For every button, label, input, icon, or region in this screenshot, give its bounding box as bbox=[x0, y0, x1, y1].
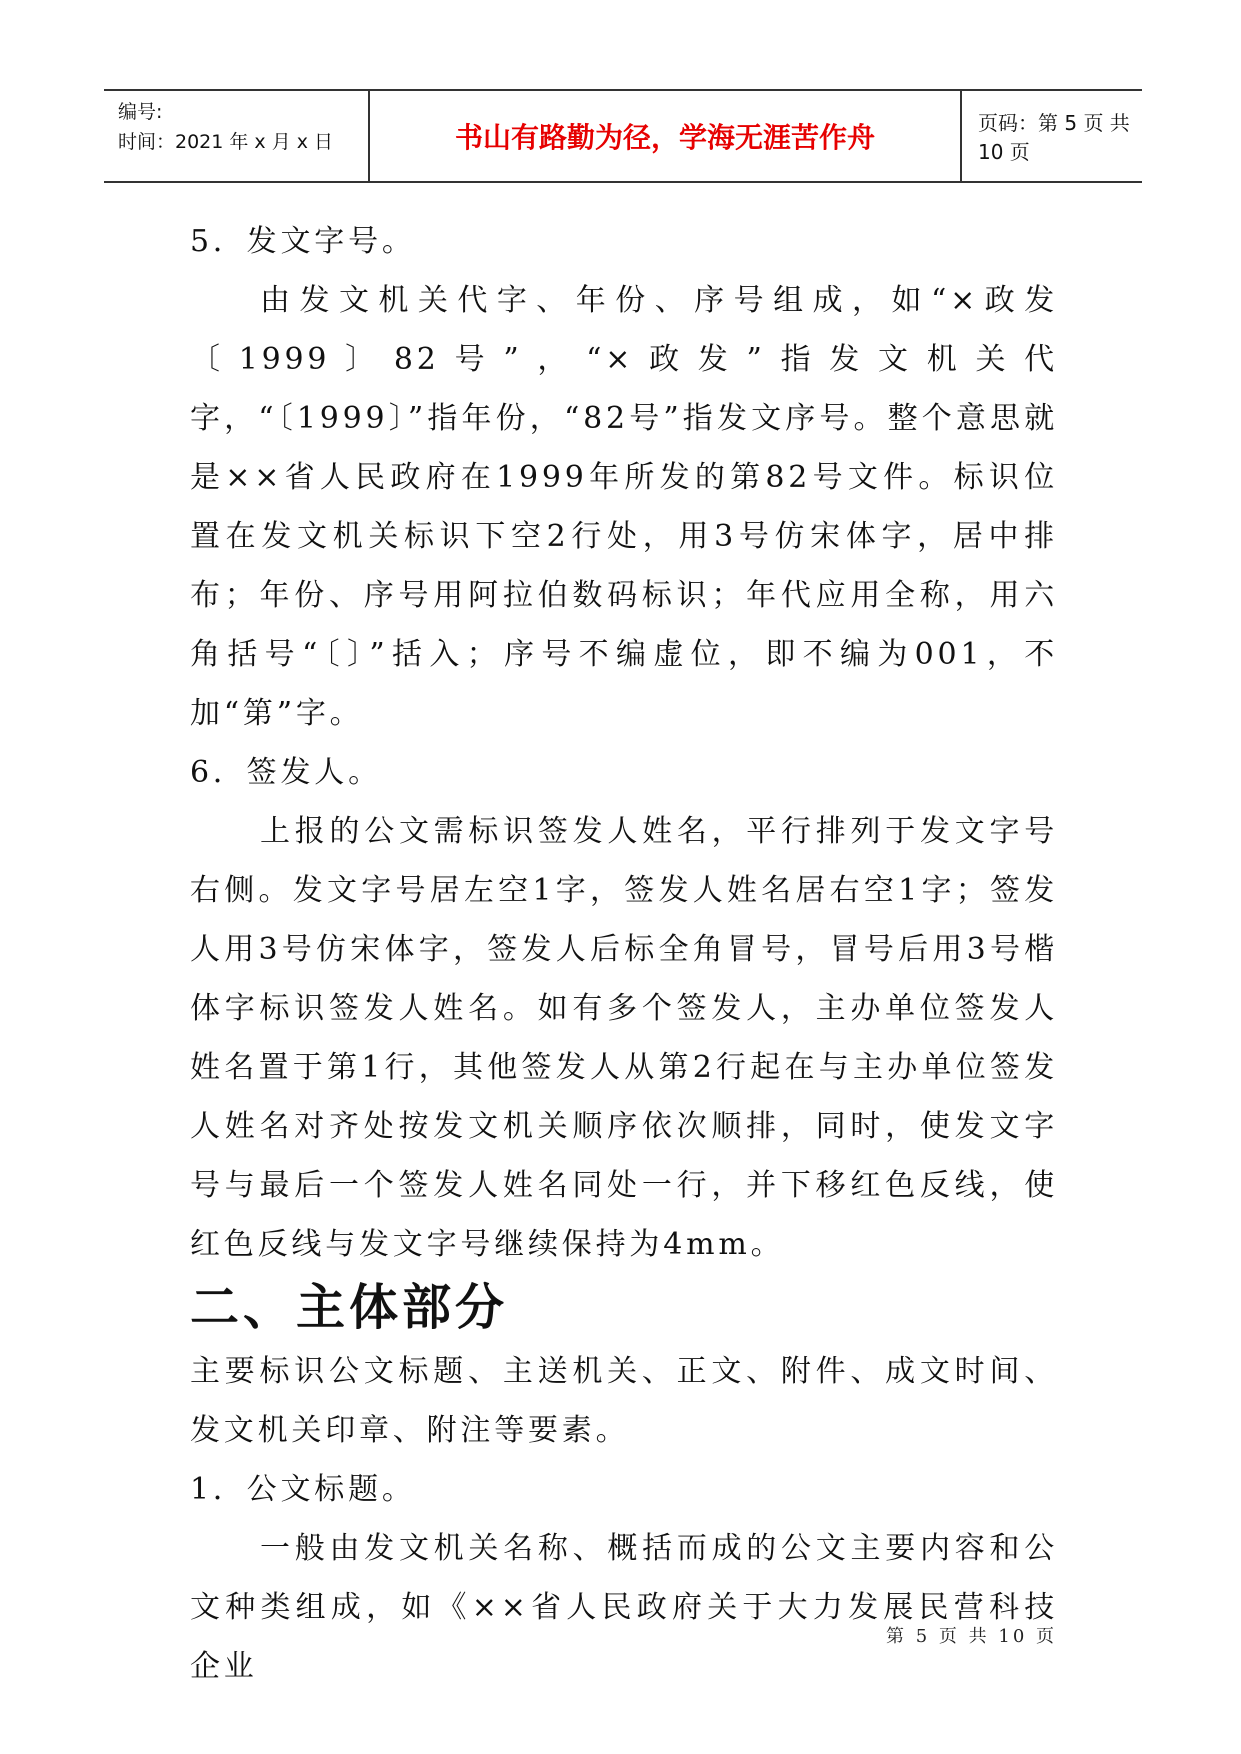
header-motto: 书山有路勤为径，学海无涯苦作舟 bbox=[368, 91, 962, 181]
item-5-heading: 5．发文字号。 bbox=[190, 224, 416, 259]
item-1-heading: 1．公文标题。 bbox=[190, 1472, 416, 1507]
document-number-label: 编号: bbox=[118, 101, 163, 123]
header-page-info: 页码：第 5 页 共 10 页 bbox=[978, 111, 1130, 164]
item-6-paragraph: 上报的公文需标识签发人姓名，平行排列于发文字号右侧。发文字号居左空1字，签发人姓名居右空1字；签发人用3号仿宋体字，签发人后标全角冒号，冒号后用3号楷体字标识签发人姓名。如有多个签发人，主办单位签发人姓名置于第1行，其他签发人从第2行起在与主办单位签发人姓名对齐处按发文机关顺序依次顺排，同时，使发文字号与最后一个签发人姓名同处一行，并下移红色反线，使红色反线与发文字号继续保持为4mm。 bbox=[190, 814, 1058, 1262]
item-5-paragraph: 由发文机关代字、年份、序号组成，如“×政发〔1999〕82号”，“×政发”指发文机关代字，“〔1999〕”指年份，“82号”指发文序号。整个意思就是××省人民政府在1999年所发的第82号文件。标识位置在发文机关标识下空2行处，用3号仿宋体字，居中排布；年份、序号用阿拉伯数码标识；年代应用全称，用六角括号“〔〕”括入；序号不编虚位，即不编为001，不加“第”字。 bbox=[190, 283, 1058, 731]
page-footer: 第 5 页 共 10 页 bbox=[886, 1626, 1057, 1647]
page-header bbox=[104, 89, 1142, 183]
item-6-heading: 6．签发人。 bbox=[190, 755, 382, 790]
document-time-label: 时间：2021 年 x 月 x 日 bbox=[118, 131, 334, 153]
section-2-intro: 主要标识公文标题、主送机关、正文、附件、成文时间、发文机关印章、附注等要素。 bbox=[190, 1354, 1058, 1448]
header-meta bbox=[104, 91, 368, 181]
document-body bbox=[190, 212, 1058, 1696]
section-2-heading: 二、主体部分 bbox=[190, 1279, 509, 1336]
item-1-paragraph: 一般由发文机关名称、概括而成的公文主要内容和公文种类组成，如《××省人民政府关于大力发展民营科技企业 bbox=[190, 1531, 1058, 1684]
